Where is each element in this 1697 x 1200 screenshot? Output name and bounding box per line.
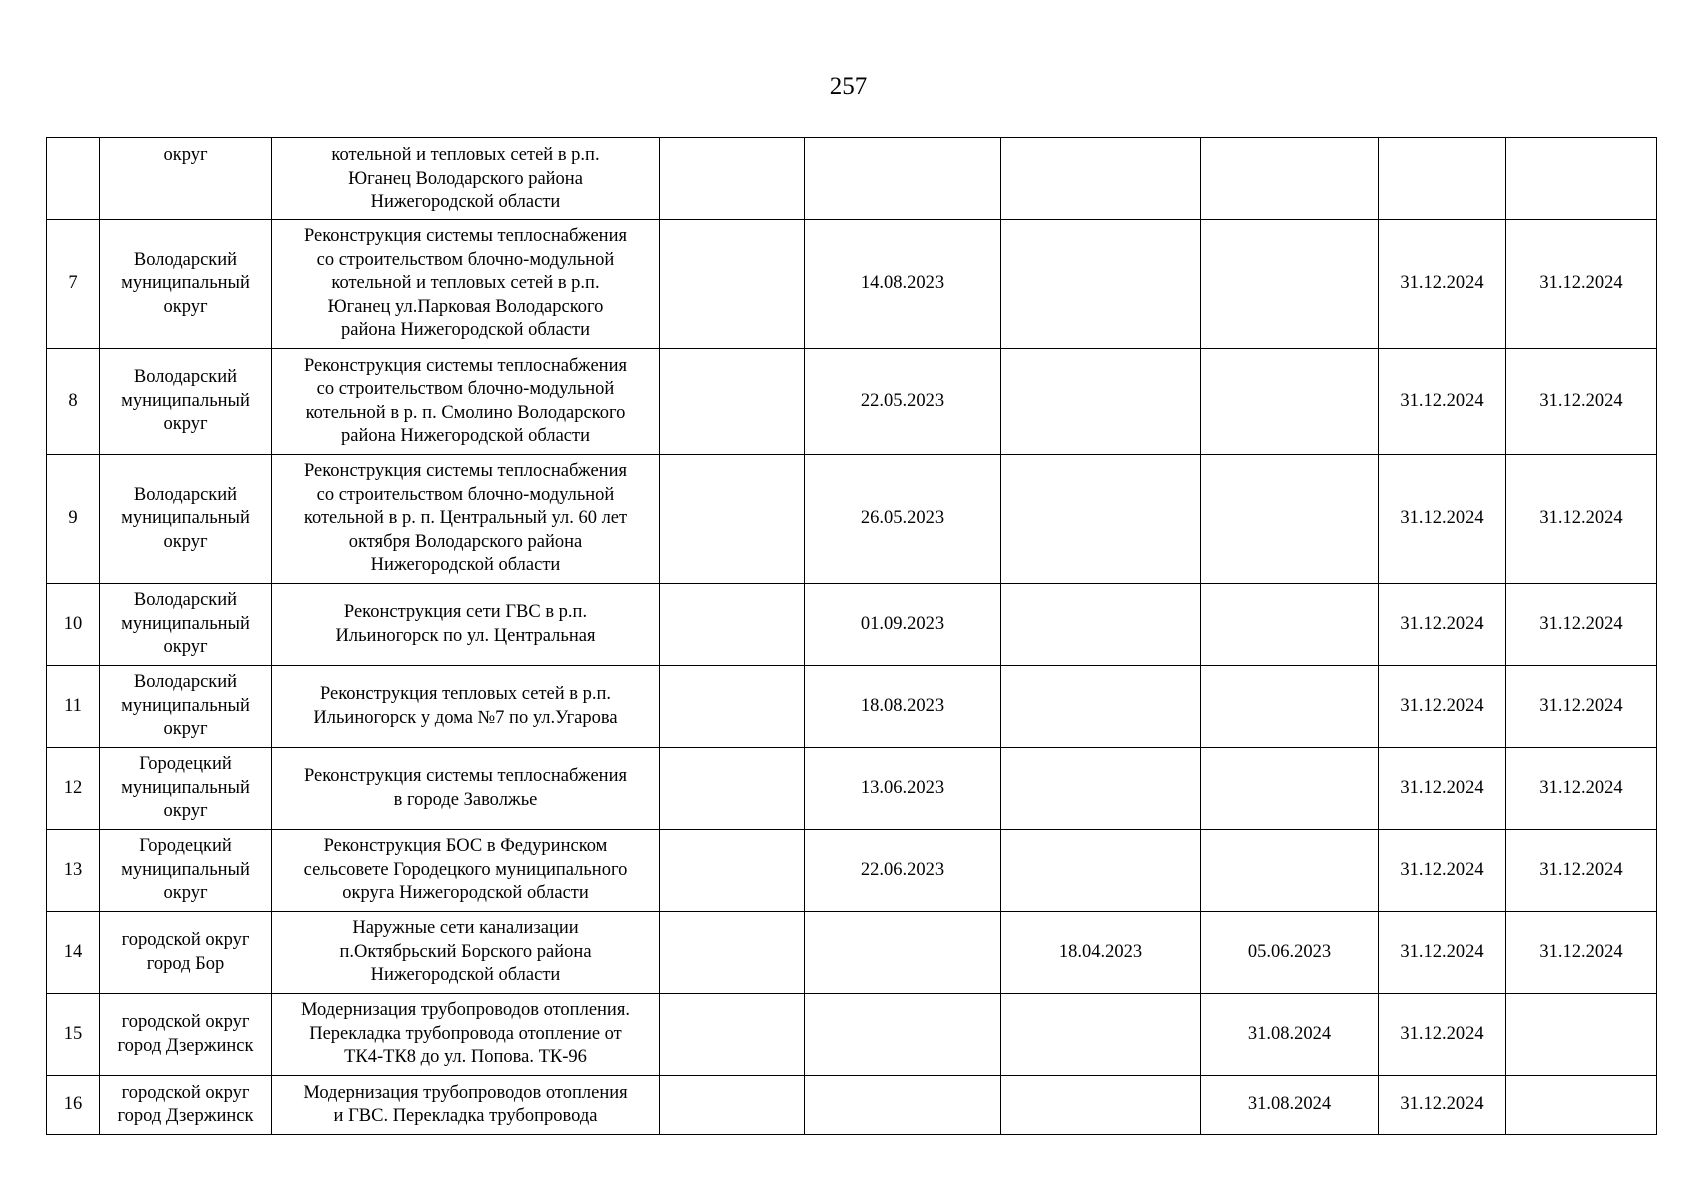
row-number-text: 7 <box>68 273 78 294</box>
district-name <box>100 220 272 349</box>
col9-date-text: 31.12.2024 <box>1539 941 1623 962</box>
col8-date <box>1379 584 1506 666</box>
col8-date-text: 31.12.2024 <box>1400 508 1484 529</box>
col9-date-text: 31.12.2024 <box>1539 273 1623 294</box>
col8-date <box>1379 455 1506 584</box>
district-name <box>100 455 272 584</box>
col5-date-text: 14.08.2023 <box>860 273 945 294</box>
object-name-text: Реконструкция тепловых сетей в р.п. Ильиногорск у дома №7 по ул.Угарова <box>313 684 618 728</box>
col7-date <box>1201 666 1379 748</box>
col7-date-text: 31.08.2024 <box>1247 1094 1332 1115</box>
object-name <box>272 912 660 994</box>
table-row <box>47 138 1657 220</box>
district-name-text: Володарский муниципальный округ <box>121 484 250 552</box>
col4-cell <box>660 455 805 584</box>
object-name-text: Наружные сети канализации п.Октябрьский Борского района Нижегородской области <box>339 918 592 986</box>
col6-date <box>1001 912 1201 994</box>
projects-table <box>46 137 1657 1135</box>
col8-date-text: 31.12.2024 <box>1400 859 1484 880</box>
col5-date <box>805 666 1001 748</box>
col5-date-text: 01.09.2023 <box>860 613 945 634</box>
district-name <box>100 349 272 455</box>
col6-date <box>1001 748 1201 830</box>
table-row <box>47 994 1657 1076</box>
col9-date <box>1506 1076 1657 1135</box>
row-number-text: 12 <box>63 777 83 798</box>
col8-date <box>1379 138 1506 220</box>
col5-date <box>805 1076 1001 1135</box>
col6-date-text: 18.04.2023 <box>1058 941 1143 962</box>
row-number <box>47 455 100 584</box>
col9-date-text: 31.12.2024 <box>1539 777 1623 798</box>
row-number-text: 11 <box>64 695 82 716</box>
col9-date-text: 31.12.2024 <box>1539 390 1623 411</box>
district-name-text: Городецкий муниципальный округ <box>121 836 250 904</box>
object-name <box>272 666 660 748</box>
col6-date <box>1001 220 1201 349</box>
table-row <box>47 912 1657 994</box>
col8-date-text: 31.12.2024 <box>1400 1094 1484 1115</box>
col9-date-text: 31.12.2024 <box>1539 508 1623 529</box>
table-row <box>47 455 1657 584</box>
table-row <box>47 220 1657 349</box>
col6-date <box>1001 994 1201 1076</box>
row-number <box>47 220 100 349</box>
col8-date <box>1379 666 1506 748</box>
object-name-text: Реконструкция сети ГВС в р.п. Ильиногорск по ул. Центральная <box>335 602 596 646</box>
district-name <box>100 912 272 994</box>
page-number: 257 <box>829 73 868 100</box>
col4-cell <box>660 748 805 830</box>
col4-cell <box>660 584 805 666</box>
district-name-text: Володарский муниципальный округ <box>121 672 250 740</box>
col8-date <box>1379 1076 1506 1135</box>
col8-date-text: 31.12.2024 <box>1400 777 1484 798</box>
col5-date-text: 26.05.2023 <box>860 508 945 529</box>
district-name <box>100 666 272 748</box>
row-number <box>47 994 100 1076</box>
row-number-text: 15 <box>63 1023 83 1044</box>
col6-date <box>1001 830 1201 912</box>
col7-date <box>1201 994 1379 1076</box>
col5-date <box>805 584 1001 666</box>
district-name-text: городской округ город Дзержинск <box>117 1012 254 1056</box>
col5-date-text: 22.06.2023 <box>860 859 945 880</box>
col9-date <box>1506 748 1657 830</box>
col5-date <box>805 455 1001 584</box>
district-name-text: Володарский муниципальный округ <box>121 249 250 317</box>
object-name <box>272 1076 660 1135</box>
object-name <box>272 455 660 584</box>
object-name-text: Реконструкция системы теплоснабжения со строительством блочно-модульной котельной в р. п. Центральный ул. 60 лет октября Володарского района Нижегородской области <box>303 461 628 576</box>
col8-date <box>1379 349 1506 455</box>
col7-date <box>1201 455 1379 584</box>
col6-date <box>1001 138 1201 220</box>
col5-date <box>805 748 1001 830</box>
col7-date <box>1201 830 1379 912</box>
col8-date <box>1379 748 1506 830</box>
row-number <box>47 584 100 666</box>
district-name-text: городской округ город Дзержинск <box>117 1082 254 1126</box>
row-number <box>47 349 100 455</box>
table-body <box>47 138 1657 1135</box>
col5-date-text: 18.08.2023 <box>860 695 945 716</box>
col5-date <box>805 349 1001 455</box>
object-name <box>272 584 660 666</box>
col9-date <box>1506 455 1657 584</box>
object-name <box>272 830 660 912</box>
col9-date <box>1506 220 1657 349</box>
object-name-text: Реконструкция системы теплоснабжения со строительством блочно-модульной котельной в р. п. Смолино Володарского района Нижегородской области <box>303 355 627 446</box>
col9-date <box>1506 584 1657 666</box>
col9-date <box>1506 994 1657 1076</box>
row-number-text: 16 <box>63 1094 83 1115</box>
district-name <box>100 1076 272 1135</box>
table-row <box>47 830 1657 912</box>
col4-cell <box>660 138 805 220</box>
col9-date <box>1506 666 1657 748</box>
col5-date <box>805 912 1001 994</box>
col7-date <box>1201 1076 1379 1135</box>
district-name <box>100 584 272 666</box>
table-row <box>47 666 1657 748</box>
col5-date-text: 22.05.2023 <box>860 390 945 411</box>
object-name-text: Модернизация трубопроводов отопления. Перекладка трубопровода отопление от ТК4-ТК8 до ул. Попова. ТК-96 <box>301 1000 630 1068</box>
object-name <box>272 349 660 455</box>
col4-cell <box>660 349 805 455</box>
col7-date <box>1201 138 1379 220</box>
object-name <box>272 748 660 830</box>
table-row <box>47 748 1657 830</box>
col6-date <box>1001 455 1201 584</box>
col4-cell <box>660 994 805 1076</box>
row-number <box>47 912 100 994</box>
col5-date-text: 13.06.2023 <box>860 777 945 798</box>
row-number <box>47 138 100 220</box>
col5-date <box>805 994 1001 1076</box>
object-name-text: Модернизация трубопроводов отопления и ГВС. Перекладка трубопровода <box>303 1082 628 1126</box>
district-name <box>100 138 272 220</box>
row-number-text: 14 <box>63 941 83 962</box>
col7-date <box>1201 912 1379 994</box>
col9-date <box>1506 349 1657 455</box>
row-number-text: 13 <box>63 859 83 880</box>
col8-date-text: 31.12.2024 <box>1400 695 1484 716</box>
col8-date <box>1379 830 1506 912</box>
col9-date <box>1506 138 1657 220</box>
table-row <box>47 1076 1657 1135</box>
district-name-text: Городецкий муниципальный округ <box>121 754 250 822</box>
col8-date-text: 31.12.2024 <box>1400 390 1484 411</box>
col7-date <box>1201 349 1379 455</box>
district-name-text: городской округ город Бор <box>121 930 250 974</box>
col7-date-text: 31.08.2024 <box>1247 1023 1332 1044</box>
district-name-text: Володарский муниципальный округ <box>121 367 250 435</box>
row-number-text: 10 <box>63 613 83 634</box>
col8-date <box>1379 220 1506 349</box>
object-name <box>272 220 660 349</box>
district-name <box>100 994 272 1076</box>
district-name-text: Володарский муниципальный округ <box>121 590 250 658</box>
col7-date <box>1201 584 1379 666</box>
col7-date-text: 05.06.2023 <box>1247 941 1332 962</box>
row-number <box>47 830 100 912</box>
col4-cell <box>660 1076 805 1135</box>
col9-date-text: 31.12.2024 <box>1539 859 1623 880</box>
col6-date <box>1001 349 1201 455</box>
col9-date <box>1506 830 1657 912</box>
col8-date-text: 31.12.2024 <box>1400 1023 1484 1044</box>
col8-date-text: 31.12.2024 <box>1400 941 1484 962</box>
col5-date <box>805 138 1001 220</box>
col4-cell <box>660 220 805 349</box>
table-row <box>47 584 1657 666</box>
table-row <box>47 349 1657 455</box>
col6-date <box>1001 666 1201 748</box>
col8-date-text: 31.12.2024 <box>1400 613 1484 634</box>
object-name-text: Реконструкция системы теплоснабжения в городе Заволжье <box>303 766 627 810</box>
col4-cell <box>660 830 805 912</box>
col7-date <box>1201 748 1379 830</box>
district-name-text: округ <box>163 145 208 165</box>
row-number <box>47 1076 100 1135</box>
row-number <box>47 748 100 830</box>
col5-date <box>805 220 1001 349</box>
row-number <box>47 666 100 748</box>
col7-date <box>1201 220 1379 349</box>
col4-cell <box>660 912 805 994</box>
row-number-text: 9 <box>68 508 78 529</box>
col6-date <box>1001 584 1201 666</box>
object-name-text: Реконструкция системы теплоснабжения со строительством блочно-модульной котельной и тепловых сетей в р.п. Юганец ул.Парковая Володарского района Нижегородской области <box>303 226 627 341</box>
col9-date-text: 31.12.2024 <box>1539 695 1623 716</box>
col9-date <box>1506 912 1657 994</box>
object-name-text: Реконструкция БОС в Федуринском сельсовете Городецкого муниципального округа Нижегородской области <box>303 836 628 904</box>
col8-date <box>1379 994 1506 1076</box>
col6-date <box>1001 1076 1201 1135</box>
object-name <box>272 138 660 220</box>
object-name-text: котельной и тепловых сетей в р.п. Юганец Володарского района Нижегородской области <box>331 145 600 212</box>
district-name <box>100 748 272 830</box>
col8-date <box>1379 912 1506 994</box>
object-name <box>272 994 660 1076</box>
col8-date-text: 31.12.2024 <box>1400 273 1484 294</box>
col5-date <box>805 830 1001 912</box>
col4-cell <box>660 666 805 748</box>
district-name <box>100 830 272 912</box>
col9-date-text: 31.12.2024 <box>1539 613 1623 634</box>
row-number-text: 8 <box>68 390 78 411</box>
